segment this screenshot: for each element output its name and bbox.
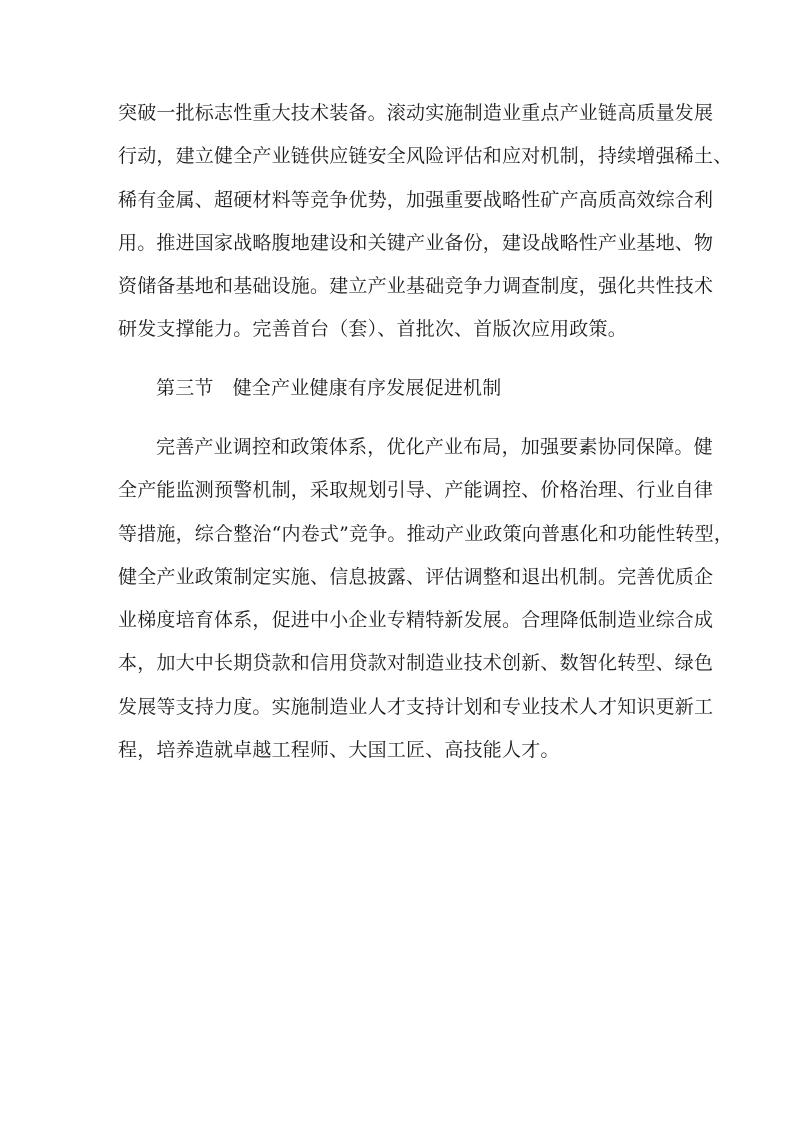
- paragraph-continued: [118, 92, 733, 352]
- paragraph-line: 业梯度培育体系，促进中小企业专精特新发展。合理降低制造业综合成: [118, 609, 714, 632]
- paragraph-line: 本，加大中长期贷款和信用贷款对制造业技术创新、数智化转型、绿色: [118, 652, 714, 675]
- section-heading: [118, 368, 678, 408]
- paragraph-line: 资储备基地和基础设施。建立产业基础竞争力调查制度，强化共性技术: [118, 275, 714, 298]
- section-heading-line: [118, 368, 678, 408]
- paragraph-line: 行动，建立健全产业链供应链安全风险评估和应对机制，持续增强稀土、: [118, 145, 733, 168]
- paragraph-line: 用。推进国家战略腹地建设和关键产业备份，建设战略性产业基地、物: [118, 231, 714, 254]
- paragraph-line: 稀有金属、超硬材料等竞争优势，加强重要战略性矿产高质高效综合利: [118, 188, 714, 211]
- paragraph-line: 程，培养造就卓越工程师、大国工匠、高技能人才。: [118, 739, 560, 762]
- paragraph-line: 等措施，综合整治“内卷式”竞争。推动产业政策向普惠化和功能性转型，: [118, 522, 734, 545]
- paragraph-line: 突破一批标志性重大技术装备。滚动实施制造业重点产业链高质量发展: [118, 102, 714, 124]
- section-title: 健全产业健康有序发展促进机制: [232, 377, 502, 399]
- paragraph-line: 全产能监测预警机制，采取规划引导、产能调控、价格治理、行业自律: [118, 479, 714, 502]
- paragraph-line: 发展等支持力度。实施制造业人才支持计划和专业技术人才知识更新工: [118, 695, 714, 718]
- paragraph-line: 研发支撑能力。完善首台（套）、首批次、首版次应用政策。: [118, 318, 627, 341]
- paragraph-main: [118, 426, 734, 772]
- section-number: 第三节: [156, 377, 214, 399]
- paragraph-line: 健全产业政策制定实施、信息披露、评估调整和退出机制。完善优质企: [118, 565, 714, 588]
- paragraph-line: 完善产业调控和政策体系，优化产业布局，加强要素协同保障。健: [156, 436, 713, 458]
